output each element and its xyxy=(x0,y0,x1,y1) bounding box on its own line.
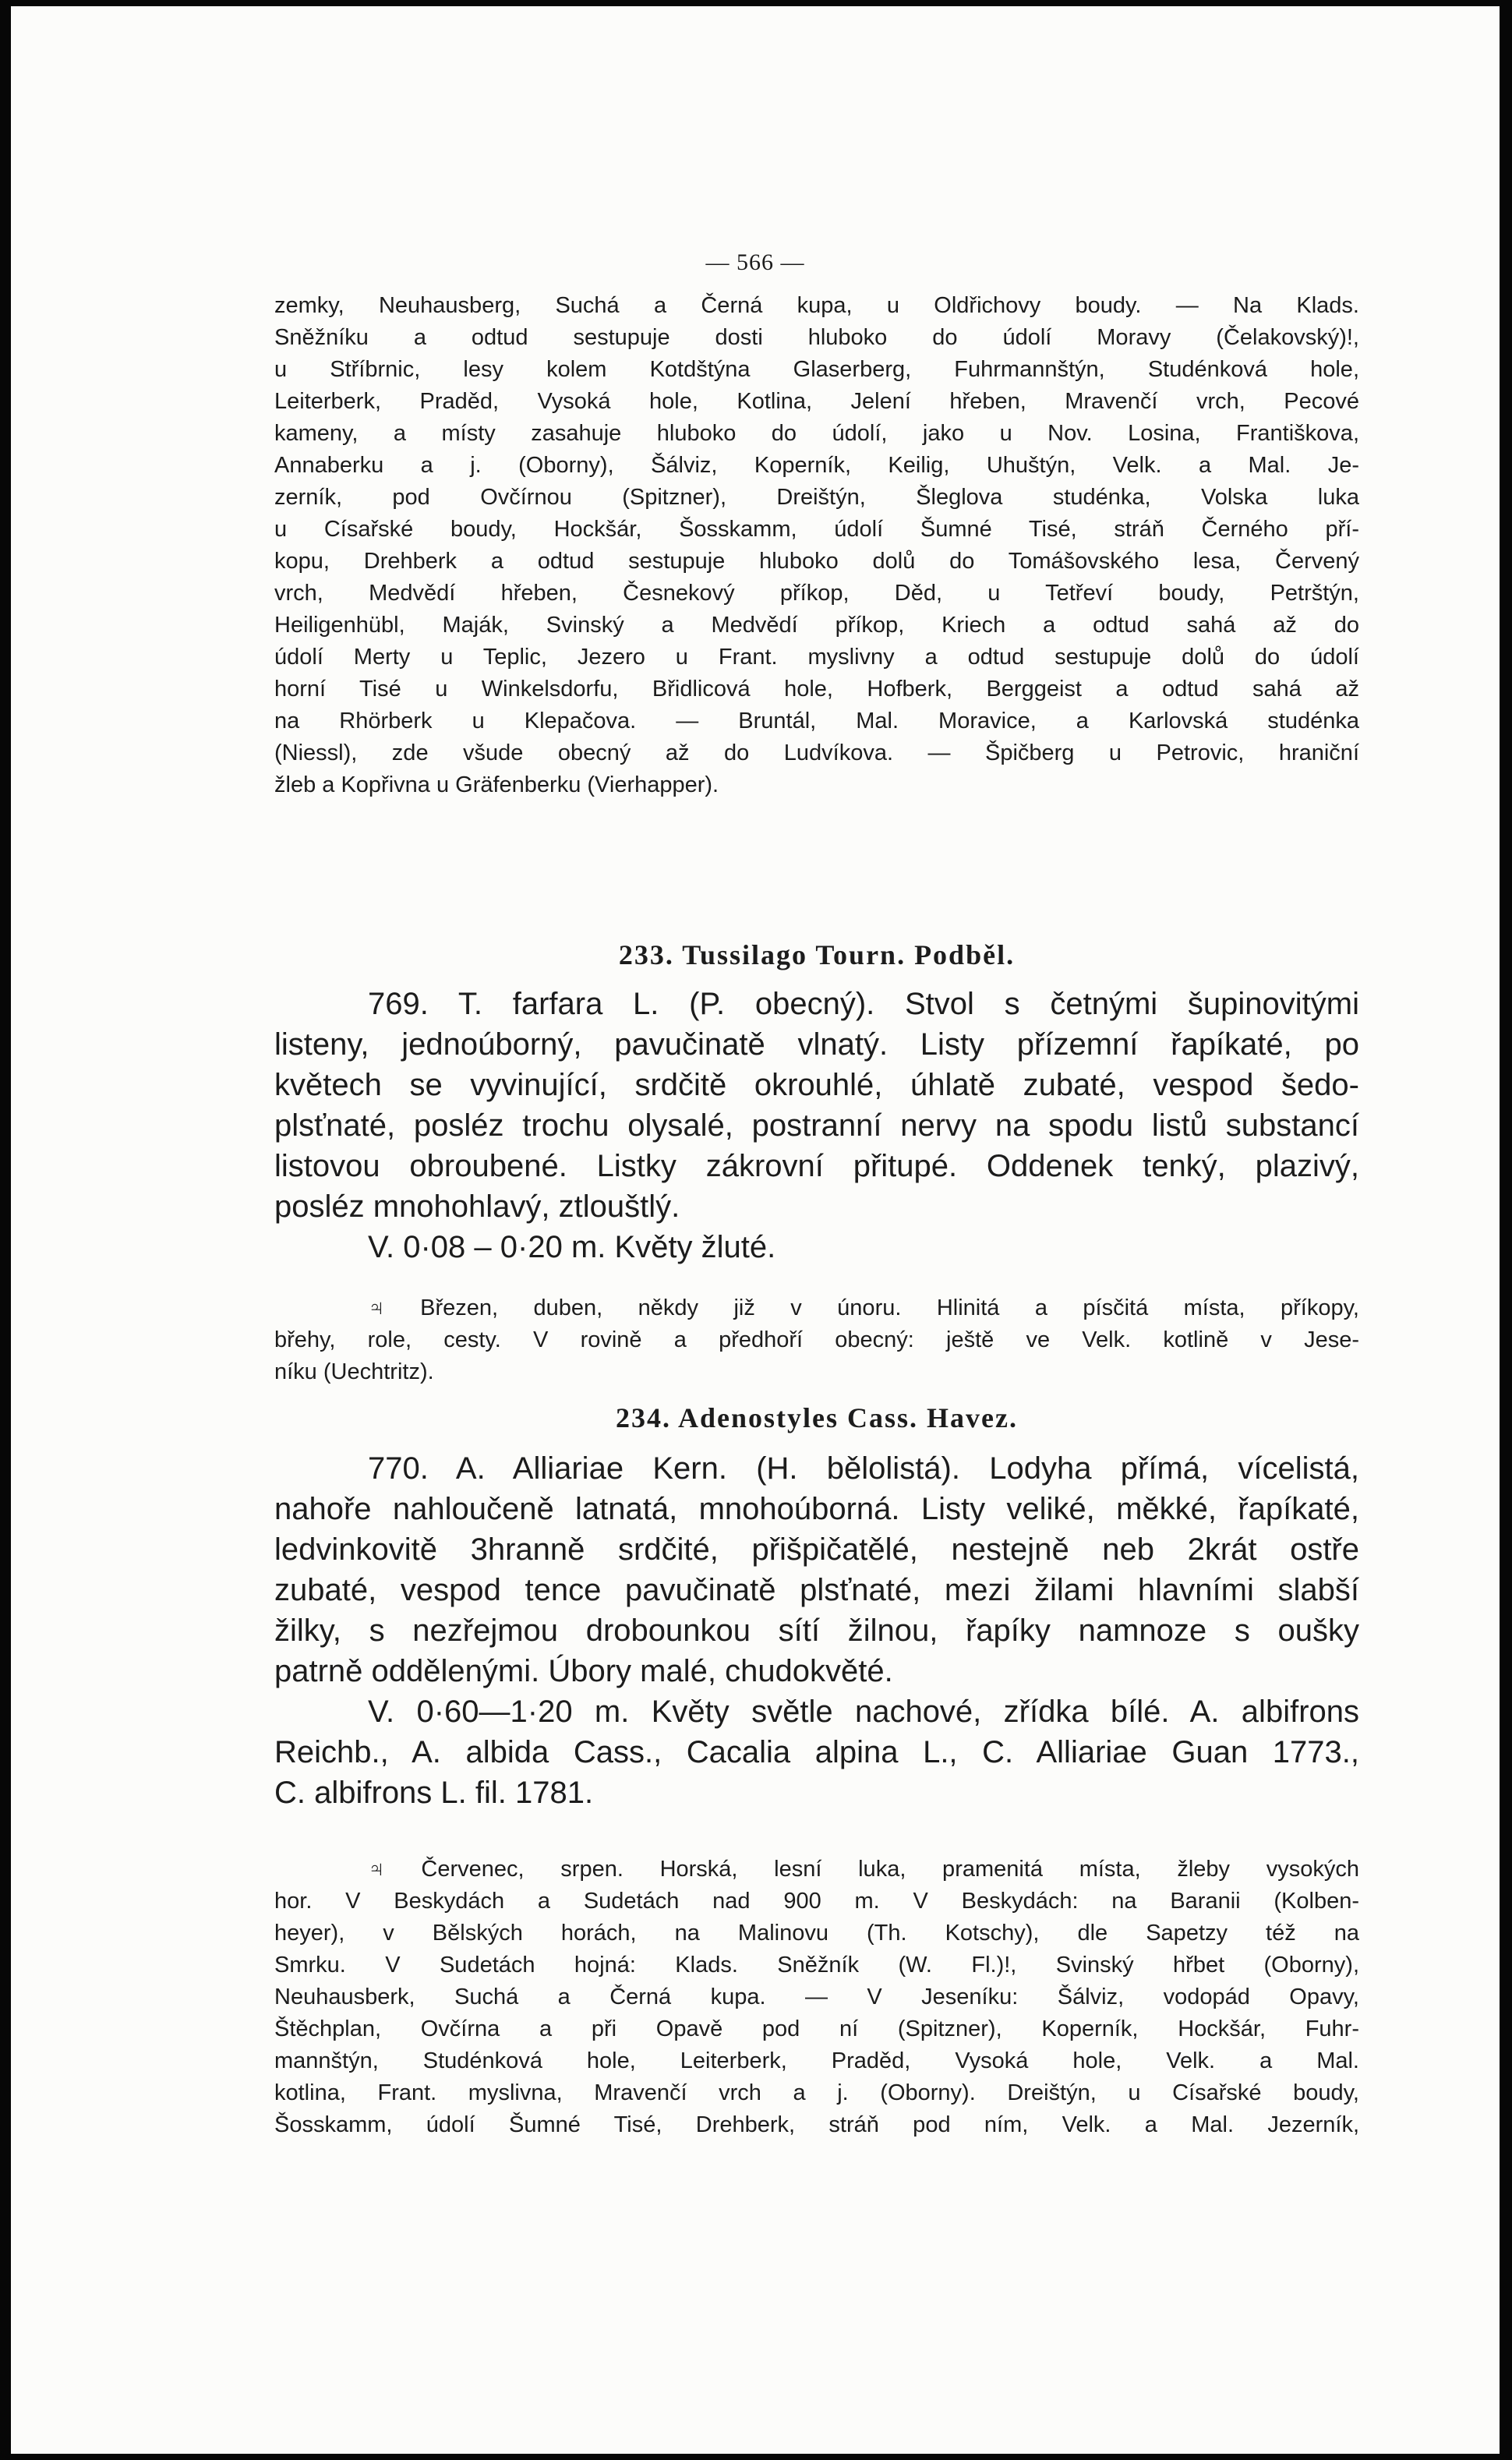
species-notes-farfara xyxy=(274,1292,1359,1388)
text-line: C. albifrons L. fil. 1781. xyxy=(274,1776,594,1810)
text-line: posléz mnohohlavý, ztlouštlý. xyxy=(274,1189,680,1224)
text-line: kameny, a místy zasahuje hluboko do údolí, jako u Nov. Losina, Františkova, xyxy=(274,421,1359,446)
text-line: Sněžníku a odtud sestupuje dosti hluboko do údolí Moravy (Čelakovský)!, xyxy=(274,325,1359,350)
genus-heading-tussilago: 233. Tussilago Tourn. Podběl. xyxy=(618,939,1016,970)
species-description-farfara xyxy=(274,984,1359,1267)
text-line: (Niessl), zde všude obecný až do Ludvíkova. — Špičberg u Petrovic, hraniční xyxy=(274,740,1359,765)
text-line: Reichb., A. albida Cass., Cacalia alpina L., C. Alliariae Guan 1773., xyxy=(274,1735,1359,1769)
text-line: ♃ Březen, duben, někdy již v únoru. Hlinitá a písčitá místa, příkopy, xyxy=(368,1295,1359,1320)
text-line: listovou obroubené. Listky zákrovní přitupé. Oddenek tenký, plazivý, xyxy=(274,1149,1359,1183)
text-line: Heiligenhübl, Maják, Svinský a Medvědí příkop, Kriech a odtud sahá až do xyxy=(274,613,1359,638)
text-line: na Rhörberk u Klepačova. — Bruntál, Mal. Moravice, a Karlovská studénka xyxy=(274,709,1359,733)
text-line: Neuhausberk, Suchá a Černá kupa. — V Jeseníku: Šálviz, vodopád Opavy, xyxy=(274,1985,1359,2009)
text-line: ledvinkovitě 3hranně srdčité, přišpičatělé, nestejně neb 2krát ostře xyxy=(274,1532,1359,1567)
text-line: žilky, s nezřejmou drobounkou sítí žilnou, řapíky namnoze s oušky xyxy=(274,1613,1359,1648)
species-title-line: 769. T. farfara L. (P. obecný). Stvol s četnými šupinovitými xyxy=(368,987,1359,1021)
text-line: mannštýn, Studénková hole, Leiterberk, Praděd, Vysoká hole, Velk. a Mal. xyxy=(274,2048,1359,2073)
text-line: hor. V Beskydách a Sudetách nad 900 m. V Beskydách: na Baranii (Kolben- xyxy=(274,1889,1359,1914)
text-line: Smrku. V Sudetách hojná: Klads. Sněžník (W. Fl.)!, Svinský hřbet (Oborny), xyxy=(274,1953,1359,1978)
text-line: zubaté, vespod tence pavučinatě plsťnaté, mezi žilami hlavními slabší xyxy=(274,1573,1359,1607)
text-line: kotlina, Frant. myslivna, Mravenčí vrch a j. (Oborny). Dreištýn, u Císařské boudy, xyxy=(274,2080,1359,2105)
text-line: břehy, role, cesty. V rovině a předhoří obecný: ještě ve Velk. kotlině v Jese- xyxy=(274,1327,1359,1352)
text-line: patrně oddělenými. Úbory malé, chudokvěté. xyxy=(274,1654,893,1688)
text-line: horní Tisé u Winkelsdorfu, Břidlicová hole, Hofberk, Berggeist a odtud sahá až xyxy=(274,677,1359,702)
locality-paragraph xyxy=(274,290,1359,801)
text-line: Annaberku a j. (Oborny), Šálviz, Koperník, Keilig, Uhuštýn, Velk. a Mal. Je- xyxy=(274,453,1359,478)
text-line: listeny, jednoúborný, pavučinatě vlnatý. Listy přízemní řapíkaté, po xyxy=(274,1027,1359,1062)
text-line: květech se vyvinující, srdčitě okrouhlé, úhlatě zubaté, vespod šedo- xyxy=(274,1068,1359,1102)
species-size-line: V. 0·60—1·20 m. Květy světle nachové, zřídka bílé. A. albifrons xyxy=(368,1695,1359,1729)
text-line: ♃ Červenec, srpen. Horská, lesní luka, pramenitá místa, žleby vysokých xyxy=(368,1857,1359,1882)
text-line: Štěchplan, Ovčírna a při Opavě pod ní (Spitzner), Koperník, Hockšár, Fuhr- xyxy=(274,2016,1359,2041)
text-line: u Stříbrnic, lesy kolem Kotdštýna Glaserberg, Fuhrmannštýn, Studénková hole, xyxy=(274,357,1359,382)
species-description-alliariae xyxy=(274,1448,1359,1813)
text-line: žleb a Kopřivna u Gräfenberku (Vierhapper). xyxy=(274,772,719,797)
text-line: zerník, pod Ovčírnou (Spitzner), Dreištýn, Šleglova studénka, Volska luka xyxy=(274,485,1359,510)
text-line: níku (Uechtritz). xyxy=(274,1359,434,1384)
text-line: kopu, Drehberk a odtud sestupuje hluboko dolů do Tomášovského lesa, Červený xyxy=(274,549,1359,574)
text-line: Šosskamm, údolí Šumné Tisé, Drehberk, stráň pod ním, Velk. a Mal. Jezerník, xyxy=(274,2112,1359,2137)
text-line: plsťnaté, posléz trochu olysalé, postranní nervy na spodu listů substancí xyxy=(274,1108,1359,1143)
text-line: zemky, Neuhausberg, Suchá a Černá kupa, u Oldřichovy boudy. — Na Klads. xyxy=(274,293,1359,318)
book-page xyxy=(11,6,1500,2454)
species-notes-alliariae xyxy=(274,1854,1359,2141)
genus-heading-adenostyles: 234. Adenostyles Cass. Havez. xyxy=(616,1402,1018,1433)
text-line: Leiterberk, Praděd, Vysoká hole, Kotlina, Jelení hřeben, Mravenčí vrch, Pecové xyxy=(274,389,1359,414)
text-line: vrch, Medvědí hřeben, Česnekový příkop, Děd, u Tetřeví boudy, Petrštýn, xyxy=(274,581,1359,606)
text-line: údolí Merty u Teplic, Jezero u Frant. myslivny a odtud sestupuje dolů do údolí xyxy=(274,645,1359,670)
page-number: — 566 — xyxy=(705,249,805,275)
species-title-line: 770. A. Alliariae Kern. (H. bělolistá). Lodyha přímá, vícelistá, xyxy=(368,1451,1359,1486)
text-line: u Císařské boudy, Hockšár, Šosskamm, údolí Šumné Tisé, stráň Černého pří- xyxy=(274,517,1359,542)
species-size-line: V. 0·08 – 0·20 m. Květy žluté. xyxy=(368,1230,776,1264)
text-line: heyer), v Bělských horách, na Malinovu (Th. Kotschy), dle Sapetzy též na xyxy=(274,1921,1359,1946)
text-line: nahoře nahloučeně latnatá, mnohoúborná. Listy veliké, měkké, řapíkaté, xyxy=(274,1492,1359,1526)
